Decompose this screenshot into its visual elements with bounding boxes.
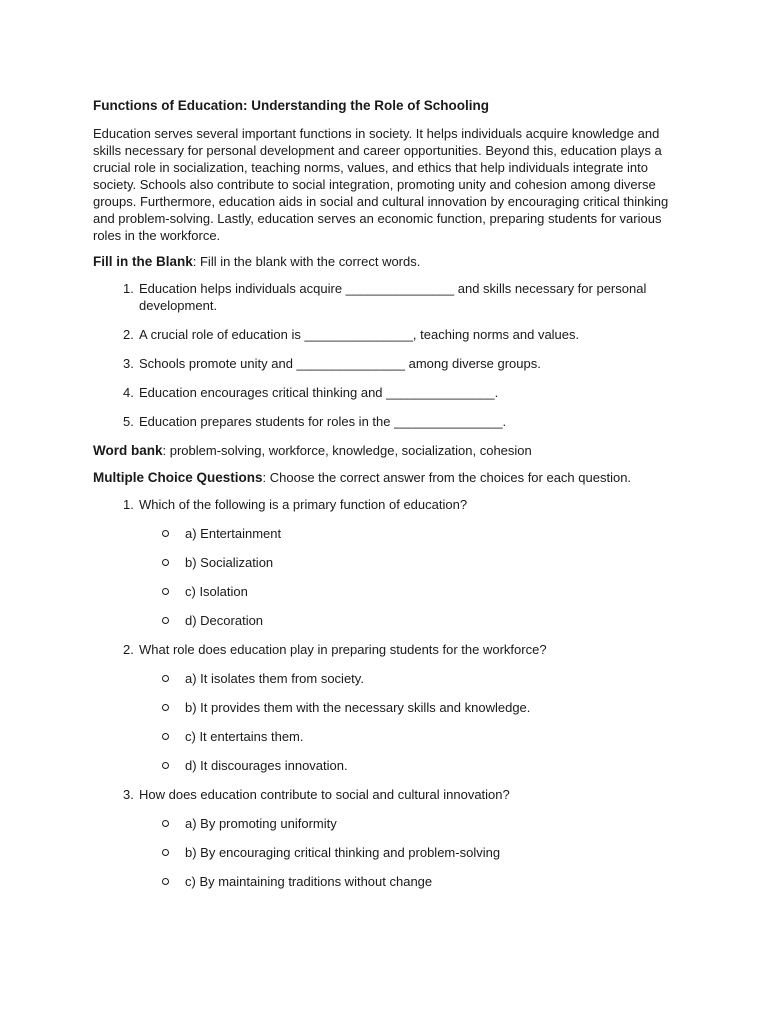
answer-option xyxy=(185,699,678,716)
hollow-bullet-icon xyxy=(162,878,169,885)
item-number: 2. xyxy=(123,327,134,342)
option-text: a) It isolates them from society. xyxy=(185,671,364,686)
mcq-question xyxy=(123,786,678,890)
hollow-bullet-icon xyxy=(162,733,169,740)
item-text: Education helps individuals acquire _______________ and skills necessary for personal development. xyxy=(139,281,647,313)
hollow-bullet-icon xyxy=(162,820,169,827)
hollow-bullet-icon xyxy=(162,762,169,769)
option-text: a) Entertainment xyxy=(185,526,282,541)
question-number: 3. xyxy=(123,787,134,802)
document-page xyxy=(93,97,678,902)
fill-blank-list xyxy=(93,280,678,430)
option-text: a) By promoting uniformity xyxy=(185,816,337,831)
document-title: Functions of Education: Understanding the Role of Schooling xyxy=(93,98,489,113)
hollow-bullet-icon xyxy=(162,588,169,595)
hollow-bullet-icon xyxy=(162,704,169,711)
mcq-question xyxy=(123,496,678,629)
fill-blank-item xyxy=(123,355,678,372)
answer-option xyxy=(185,670,678,687)
word-bank-words: : problem-solving, workforce, knowledge, socialization, cohesion xyxy=(162,443,532,458)
word-bank-heading: Word bank xyxy=(93,443,163,458)
fill-blank-item xyxy=(123,326,678,343)
item-number: 4. xyxy=(123,385,134,400)
fill-blank-section-header xyxy=(93,253,678,270)
hollow-bullet-icon xyxy=(162,617,169,624)
item-number: 5. xyxy=(123,414,134,429)
hollow-bullet-icon xyxy=(162,530,169,537)
item-text: A crucial role of education is _______________, teaching norms and values. xyxy=(139,327,580,342)
question-number: 2. xyxy=(123,642,134,657)
option-text: c) Isolation xyxy=(185,584,248,599)
option-list xyxy=(139,815,678,890)
option-text: b) By encouraging critical thinking and problem-solving xyxy=(185,845,501,860)
mcq-section-header xyxy=(93,469,678,486)
fill-blank-heading: Fill in the Blank xyxy=(93,254,193,269)
option-list xyxy=(139,525,678,629)
hollow-bullet-icon xyxy=(162,559,169,566)
option-text: d) It discourages innovation. xyxy=(185,758,348,773)
answer-option xyxy=(185,612,678,629)
option-text: b) It provides them with the necessary skills and knowledge. xyxy=(185,700,531,715)
fill-blank-item xyxy=(123,413,678,430)
option-list xyxy=(139,670,678,774)
item-text: Education encourages critical thinking and _______________. xyxy=(139,385,499,400)
mcq-instruction: : Choose the correct answer from the choices for each question. xyxy=(262,470,632,485)
option-text: c) It entertains them. xyxy=(185,729,304,744)
question-text: How does education contribute to social and cultural innovation? xyxy=(139,787,510,802)
item-text: Education prepares students for roles in the _______________. xyxy=(139,414,507,429)
mcq-question xyxy=(123,641,678,774)
fill-blank-item xyxy=(123,384,678,401)
answer-option xyxy=(185,728,678,745)
fill-blank-item xyxy=(123,280,678,314)
mcq-heading: Multiple Choice Questions xyxy=(93,470,263,485)
answer-option xyxy=(185,757,678,774)
hollow-bullet-icon xyxy=(162,675,169,682)
item-text: Schools promote unity and _______________ among diverse groups. xyxy=(139,356,541,371)
item-number: 1. xyxy=(123,281,134,296)
question-text: Which of the following is a primary function of education? xyxy=(139,497,468,512)
mcq-list xyxy=(93,496,678,890)
word-bank xyxy=(93,442,678,459)
option-text: b) Socialization xyxy=(185,555,274,570)
option-text: c) By maintaining traditions without change xyxy=(185,874,433,889)
intro-paragraph: Education serves several important functions in society. It helps individuals acquire knowledge and skills necessary for personal development and career opportunities. Beyond this, education plays a crucial role in socialization, teaching norms, values, and ethics that help individuals integrate into society. Schools also contribute to social integration, promoting unity and cohesion among diverse groups. Furthermore, education aids in social and cultural innovation by encouraging critical thinking and problem-solving. Lastly, education serves an economic function, preparing students for various roles in the workforce. xyxy=(93,126,669,243)
item-number: 3. xyxy=(123,356,134,371)
question-text: What role does education play in preparing students for the workforce? xyxy=(139,642,547,657)
answer-option xyxy=(185,525,678,542)
question-number: 1. xyxy=(123,497,134,512)
answer-option xyxy=(185,873,678,890)
fill-blank-instruction: : Fill in the blank with the correct words. xyxy=(192,254,421,269)
answer-option xyxy=(185,583,678,600)
answer-option xyxy=(185,815,678,832)
answer-option xyxy=(185,844,678,861)
answer-option xyxy=(185,554,678,571)
hollow-bullet-icon xyxy=(162,849,169,856)
option-text: d) Decoration xyxy=(185,613,264,628)
